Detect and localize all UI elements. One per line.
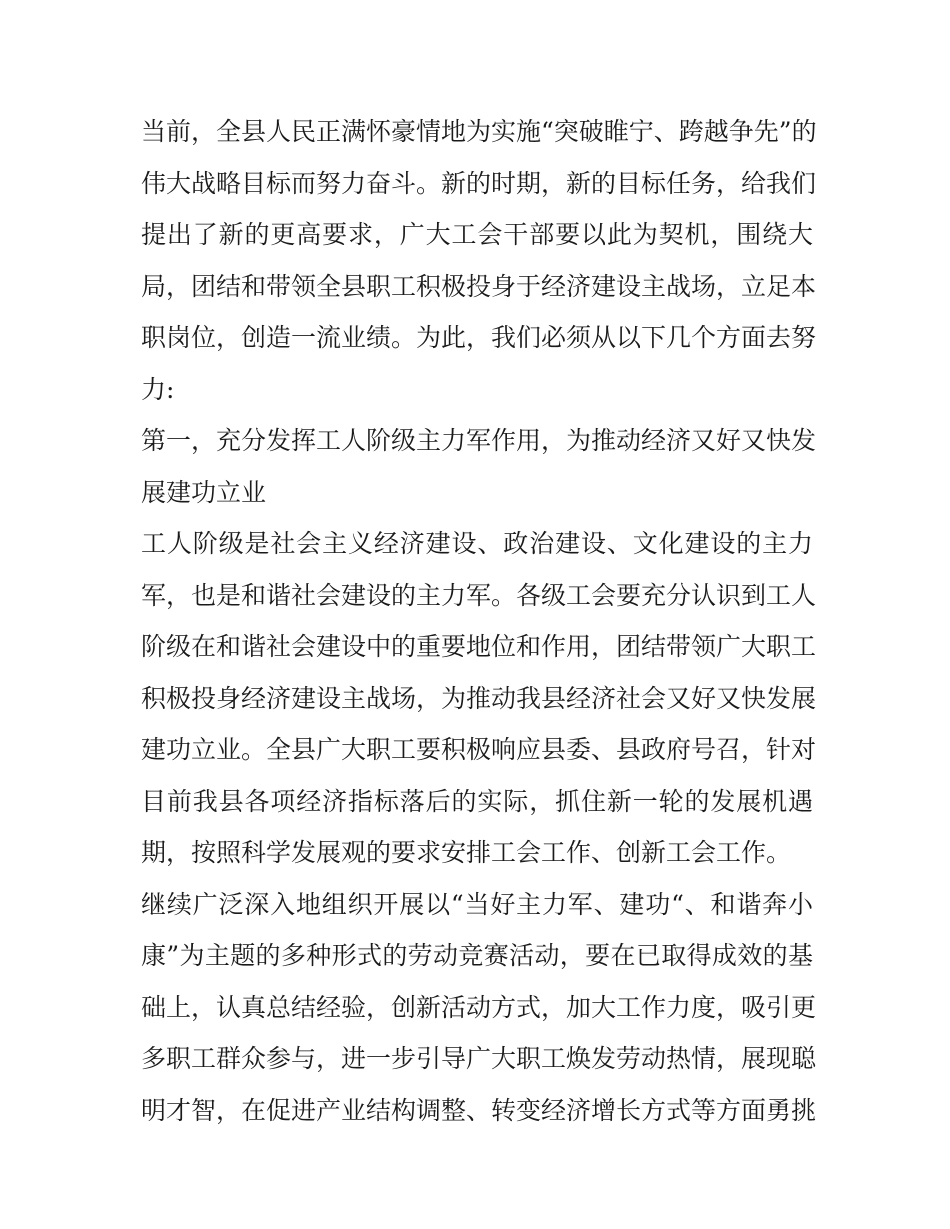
text-line: 力: bbox=[141, 374, 175, 404]
text-line: 继续广泛深入地组织开展以“当好主力军、建功“、和谐奔小 bbox=[141, 889, 813, 919]
text-line: 明才智，在促进产业结构调整、转变经济增长方式等方面勇挑 bbox=[141, 1095, 817, 1125]
text-line: 积极投身经济建设主战场，为推动我县经济社会又好又快发展 bbox=[141, 683, 817, 713]
text-line: 目前我县各项经济指标落后的实际，抓住新一轮的发展机遇 bbox=[141, 786, 813, 816]
text-line: 军，也是和谐社会建设的主力军。各级工会要充分认识到工人 bbox=[141, 580, 817, 610]
text-line: 局，团结和带领全县职工积极投身于经济建设主战场，立足本 bbox=[141, 271, 817, 301]
text-line: 当前，全县人民正满怀豪情地为实施“突破睢宁、跨越争先”的 bbox=[141, 117, 817, 146]
text-line: 建功立业。全县广大职工要积极响应县委、县政府号召，针对 bbox=[141, 735, 817, 764]
text-line: 多职工群众参与，进一步引导广大职工焕发劳动热情，展现聪 bbox=[141, 1044, 817, 1073]
body-text bbox=[141, 106, 817, 1136]
text-line: 础上，认真总结经验，创新活动方式，加大工作力度，吸引更 bbox=[141, 992, 817, 1022]
section-heading-line: 第一，充分发挥工人阶级主力军作用，为推动经济又好又快发 bbox=[141, 426, 817, 455]
text-line: 康”为主题的多种形式的劳动竞赛活动，要在已取得成效的基 bbox=[141, 941, 813, 970]
text-line: 提出了新的更高要求，广大工会干部要以此为契机，围绕大 bbox=[141, 220, 813, 249]
text-line: 阶级在和谐社会建设中的重要地位和作用，团结带领广大职工 bbox=[141, 632, 817, 661]
text-line: 伟大战略目标而努力奋斗。新的时期，新的目标任务，给我们 bbox=[141, 168, 817, 198]
text-line: 工人阶级是社会主义经济建设、政治建设、文化建设的主力 bbox=[141, 529, 813, 558]
text-line: 期，按照科学发展观的要求安排工会工作、创新工会工作。 bbox=[141, 838, 792, 867]
text-line: 职岗位，创造一流业绩。为此，我们必须从以下几个方面去努 bbox=[141, 323, 817, 352]
section-heading-line: 展建功立业 bbox=[141, 477, 267, 507]
